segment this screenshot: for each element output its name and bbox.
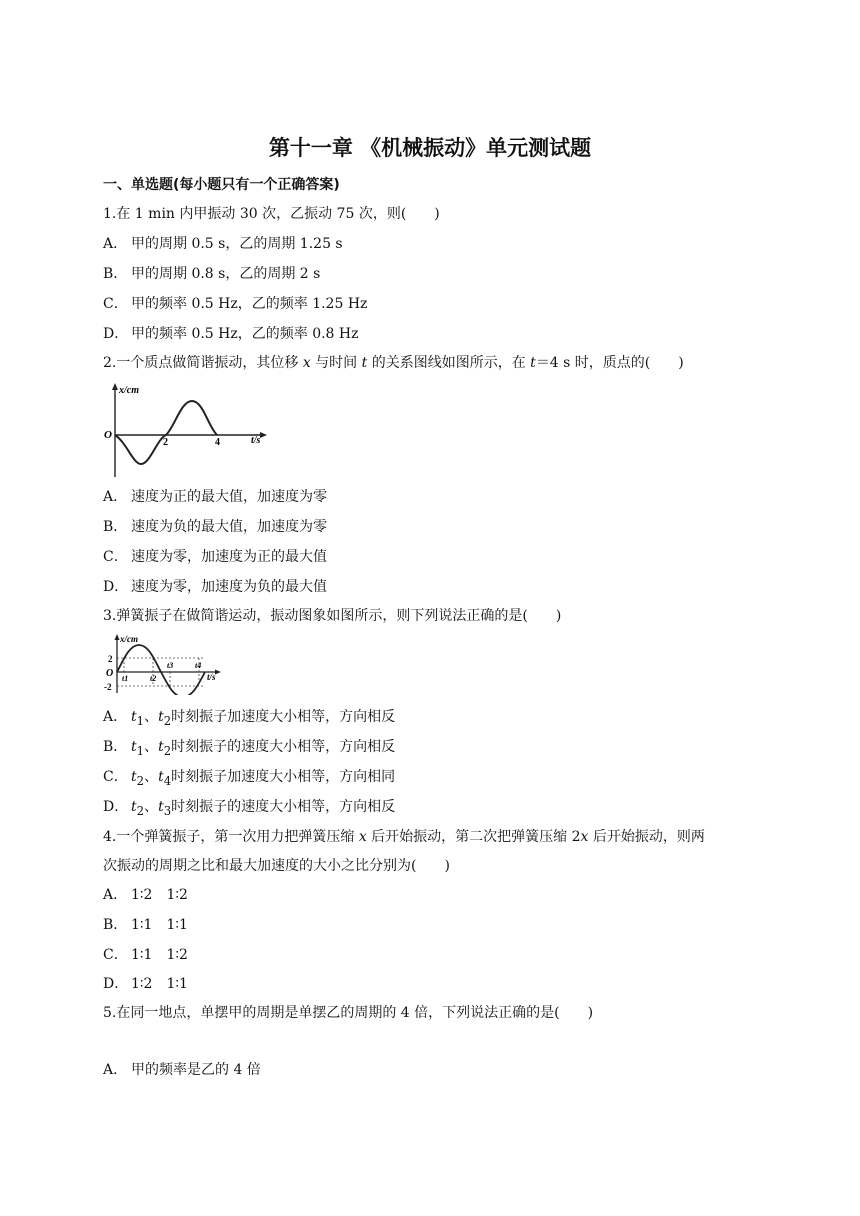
tick-label-4: 4 — [215, 437, 220, 448]
t1-label: t1 — [122, 674, 129, 683]
y-axis-label: x/cm — [120, 634, 138, 644]
q2-option-c — [103, 548, 327, 566]
option-letter: B． — [103, 519, 128, 535]
var-t: t — [131, 799, 137, 815]
option-letter: C． — [103, 549, 128, 565]
var-t: t — [158, 709, 164, 725]
subscript: 2 — [136, 773, 145, 788]
q4-option-d — [103, 975, 188, 993]
question-2-stem — [103, 354, 684, 372]
y-axis-arrow — [112, 383, 118, 390]
option-text: 1∶2 1∶2 — [131, 887, 188, 903]
x-axis-arrow — [215, 670, 221, 675]
separator: 、 — [144, 769, 159, 785]
var-t: t — [530, 355, 536, 371]
q3-option-b — [103, 738, 395, 760]
q2-option-b — [103, 518, 327, 536]
sine-curve — [115, 401, 217, 464]
option-letter: D． — [103, 976, 129, 992]
question-4-stem-line-2: 次振动的周期之比和最大加速度的大小之比分别为( ) — [103, 858, 450, 874]
option-letter: D． — [103, 799, 129, 815]
stem-part: ＝4 s 时，质点的( ) — [535, 355, 684, 371]
q2-option-d — [103, 578, 327, 596]
q4-option-c — [103, 946, 188, 964]
separator: 、 — [144, 799, 159, 815]
option-text: 速度为零，加速度为负的最大值 — [131, 579, 327, 595]
option-text: 速度为负的最大值，加速度为零 — [131, 519, 327, 535]
q3-option-d — [103, 798, 395, 820]
subscript: 2 — [163, 743, 172, 758]
question-4-stem-line-1 — [103, 828, 705, 846]
var-x: x — [580, 829, 589, 845]
option-letter: B． — [103, 917, 128, 933]
question-1-stem: 1.在 1 min 内甲振动 30 次，乙振动 75 次，则( ) — [103, 206, 440, 222]
option-text: 时刻振子加速度大小相等，方向相反 — [171, 709, 396, 725]
subscript: 1 — [136, 713, 145, 728]
t3-label: t3 — [167, 661, 174, 670]
q1-option-a — [103, 235, 343, 253]
q4-option-a — [103, 886, 188, 904]
option-text: 时刻振子加速度大小相等，方向相同 — [171, 769, 396, 785]
option-letter: A． — [103, 489, 128, 505]
subscript: 2 — [163, 713, 172, 728]
q3-vibration-graph — [103, 633, 223, 695]
var-t: t — [158, 739, 164, 755]
stem-part: 后开始振动，第二次把弹簧压缩 2 — [366, 829, 581, 845]
q2-displacement-graph — [100, 381, 270, 481]
q5-option-a — [103, 1061, 261, 1079]
y-tick-pos: 2 — [108, 654, 113, 664]
option-letter: D． — [103, 326, 129, 342]
question-5-stem: 5.在同一地点，单摆甲的周期是单摆乙的周期的 4 倍，下列说法正确的是( ) — [103, 1005, 594, 1021]
tick-label-2: 2 — [163, 437, 168, 448]
subscript: 1 — [136, 743, 145, 758]
option-letter: A． — [103, 709, 128, 725]
q1-option-d — [103, 325, 359, 343]
y-axis-arrow — [115, 634, 120, 640]
var-t: t — [131, 739, 137, 755]
x-axis-label: t/s — [251, 435, 261, 446]
option-letter: D． — [103, 579, 129, 595]
option-text: 1∶1 1∶1 — [131, 917, 188, 933]
option-letter: C． — [103, 296, 128, 312]
page-title: 第十一章 《机械振动》单元测试题 — [268, 136, 592, 160]
option-letter: B． — [103, 266, 128, 282]
q2-option-a — [103, 488, 327, 506]
option-letter: A． — [103, 1062, 128, 1078]
origin-label: O — [106, 668, 114, 679]
x-axis-arrow — [260, 432, 267, 438]
option-text: 甲的频率 0.5 Hz，乙的频率 1.25 Hz — [131, 296, 368, 312]
option-text: 甲的频率 0.5 Hz，乙的频率 0.8 Hz — [131, 326, 359, 342]
option-text: 1∶2 1∶1 — [131, 976, 188, 992]
t4-label: t4 — [195, 661, 202, 670]
var-t: t — [131, 709, 137, 725]
option-text: 甲的频率是乙的 4 倍 — [131, 1062, 261, 1078]
q1-option-c — [103, 295, 367, 313]
t2-label: t2 — [150, 674, 157, 683]
stem-part: 2.一个质点做简谐振动，其位移 — [103, 355, 303, 371]
origin-label: O — [104, 429, 112, 441]
y-axis-label: x/cm — [119, 385, 139, 396]
question-3-stem: 3.弹簧振子在做简谐运动，振动图象如图所示，则下列说法正确的是( ) — [103, 608, 562, 624]
option-letter: B． — [103, 739, 128, 755]
q4-option-b — [103, 916, 188, 934]
stem-part: 的关系图线如图所示，在 — [367, 355, 531, 371]
sine-curve — [117, 645, 205, 695]
section-title: 一、单选题(每小题只有一个正确答案) — [103, 177, 340, 193]
option-letter: C． — [103, 947, 128, 963]
separator: 、 — [144, 709, 159, 725]
var-t: t — [131, 769, 137, 785]
q3-option-a — [103, 708, 395, 730]
subscript: 2 — [136, 803, 145, 818]
option-letter: C． — [103, 769, 128, 785]
var-x: x — [302, 355, 311, 371]
option-letter: A． — [103, 236, 128, 252]
option-text: 速度为零，加速度为正的最大值 — [131, 549, 327, 565]
option-text: 甲的周期 0.8 s，乙的周期 2 s — [131, 266, 321, 282]
var-x: x — [358, 829, 367, 845]
option-text: 时刻振子的速度大小相等，方向相反 — [171, 799, 396, 815]
stem-part: 后开始振动，则两 — [588, 829, 705, 845]
stem-part: 与时间 — [310, 355, 362, 371]
subscript: 3 — [163, 803, 172, 818]
option-text: 1∶1 1∶2 — [131, 947, 188, 963]
separator: 、 — [144, 739, 159, 755]
option-text: 时刻振子的速度大小相等，方向相反 — [171, 739, 396, 755]
option-text: 甲的周期 0.5 s，乙的周期 1.25 s — [131, 236, 343, 252]
x-axis-label: t/s — [207, 672, 216, 682]
var-t: t — [361, 355, 368, 371]
y-tick-neg: -2 — [104, 682, 112, 692]
option-text: 速度为正的最大值，加速度为零 — [131, 489, 327, 505]
subscript: 4 — [163, 773, 172, 788]
q1-option-b — [103, 265, 320, 283]
option-letter: A． — [103, 887, 128, 903]
q3-option-c — [103, 768, 395, 790]
var-t: t — [158, 769, 164, 785]
stem-part: 4.一个弹簧振子，第一次用力把弹簧压缩 — [103, 829, 359, 845]
var-t: t — [158, 799, 164, 815]
